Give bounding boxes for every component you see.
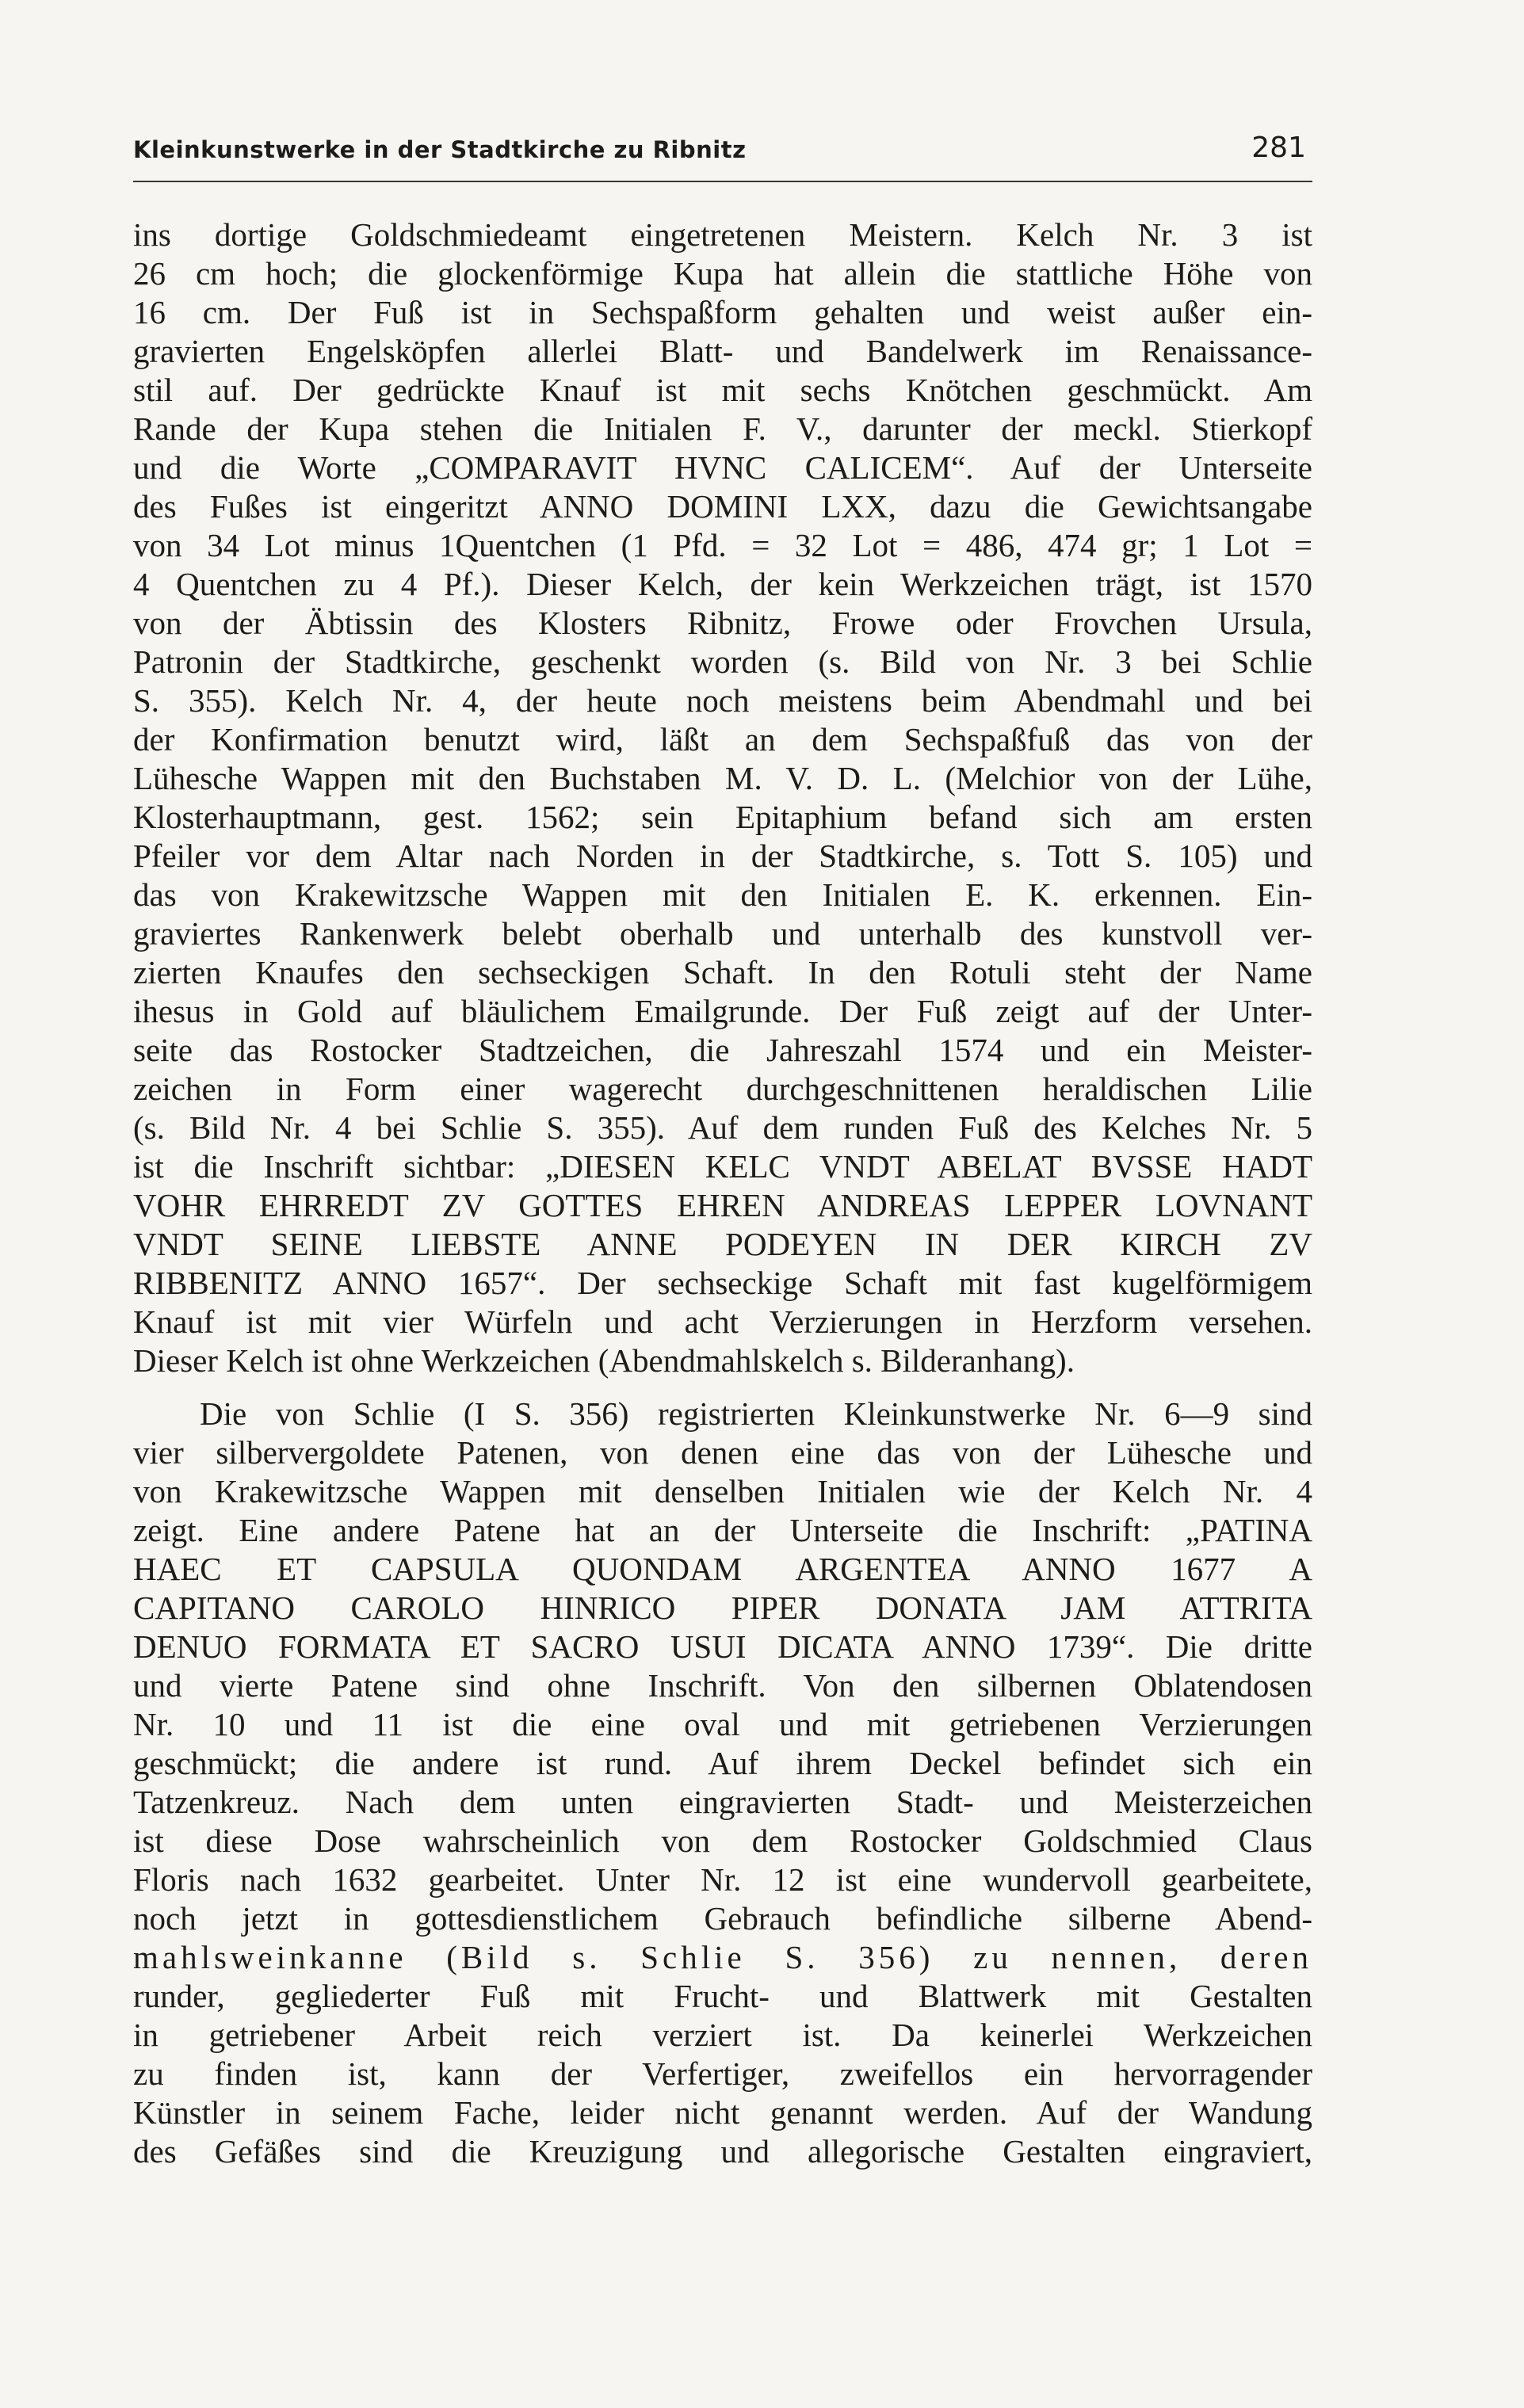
text-line: Künstler in seinem Fache, leider nicht genannt werden. Auf der Wandung <box>133 2094 1312 2131</box>
text-line: CAPITANO CAROLO HINRICO PIPER DONATA JAM ATTRITA <box>133 1589 1312 1626</box>
text-line: Dieser Kelch ist ohne Werkzeichen (Abendmahlskelch s. Bilderanhang). <box>133 1342 1075 1379</box>
text-line: ist die Inschrift sichtbar: „DIESEN KELC VNDT ABELAT BVSSE HADT <box>133 1148 1312 1185</box>
text-line: Knauf ist mit vier Würfeln und acht Verzierungen in Herzform versehen. <box>133 1303 1312 1340</box>
text-line: seite das Rostocker Stadtzeichen, die Jahreszahl 1574 und ein Meister- <box>133 1032 1312 1068</box>
paragraph-1 <box>133 216 1312 1380</box>
text-line: Rande der Kupa stehen die Initialen F. V., darunter der meckl. Stierkopf <box>133 410 1312 447</box>
text-line: zeigt. Eine andere Patene hat an der Unterseite die Inschrift: „PATINA <box>133 1512 1312 1548</box>
body-text <box>133 216 1312 2171</box>
text-line: und die Worte „COMPARAVIT HVNC CALICEM“. Auf der Unterseite <box>133 449 1312 486</box>
text-line: Patronin der Stadtkirche, geschenkt worden (s. Bild von Nr. 3 bei Schlie <box>133 643 1312 680</box>
text-line: von der Äbtissin des Klosters Ribnitz, Frowe oder Frovchen Ursula, <box>133 605 1312 641</box>
text-line: ihesus in Gold auf bläulichem Emailgrunde. Der Fuß zeigt auf der Unter- <box>133 993 1312 1029</box>
text-line: und vierte Patene sind ohne Inschrift. Von den silbernen Oblatendosen <box>133 1667 1312 1704</box>
text-line: graviertes Rankenwerk belebt oberhalb und unterhalb des kunstvoll ver- <box>133 915 1312 952</box>
text-line: RIBBENITZ ANNO 1657“. Der sechseckige Schaft mit fast kugelförmigem <box>133 1265 1312 1301</box>
text-line: gravierten Engelsköpfen allerlei Blatt- und Bandelwerk im Renaissance- <box>133 333 1312 369</box>
text-line: (s. Bild Nr. 4 bei Schlie S. 355). Auf dem runden Fuß des Kelches Nr. 5 <box>133 1109 1312 1146</box>
text-line: Pfeiler vor dem Altar nach Norden in der Stadtkirche, s. Tott S. 105) und <box>133 838 1312 874</box>
text-line: in getriebener Arbeit reich verziert ist. Da keinerlei Werkzeichen <box>133 2017 1312 2053</box>
text-line: zeichen in Form einer wagerecht durchgeschnittenen heraldischen Lilie <box>133 1070 1312 1107</box>
text-line: Floris nach 1632 gearbeitet. Unter Nr. 12 ist eine wundervoll gearbeitete, <box>133 1861 1312 1898</box>
text-line: 4 Quentchen zu 4 Pf.). Dieser Kelch, der kein Werkzeichen trägt, ist 1570 <box>133 566 1312 602</box>
page-number: 281 <box>1251 132 1306 164</box>
text-line: ist diese Dose wahrscheinlich von dem Rostocker Goldschmied Claus <box>133 1822 1312 1859</box>
text-line: S. 355). Kelch Nr. 4, der heute noch meistens beim Abendmahl und bei <box>133 682 1312 719</box>
running-title: Kleinkunstwerke in der Stadtkirche zu Ribnitz <box>133 136 747 163</box>
paragraph-gap <box>133 1380 1312 1395</box>
text-line: geschmückt; die andere ist rund. Auf ihrem Deckel befindet sich ein <box>133 1745 1312 1781</box>
text-line: von 34 Lot minus 1Quentchen (1 Pfd. = 32 Lot = 486, 474 gr; 1 Lot = <box>133 527 1312 563</box>
text-line: Lühesche Wappen mit den Buchstaben M. V. D. L. (Melchior von der Lühe, <box>133 760 1312 796</box>
text-line: Tatzenkreuz. Nach dem unten eingravierten Stadt- und Meisterzeichen <box>133 1784 1312 1820</box>
text-line: 26 cm hoch; die glockenförmige Kupa hat allein die stattliche Höhe von <box>133 255 1312 292</box>
text-line: 16 cm. Der Fuß ist in Sechspaßform gehalten und weist außer ein- <box>133 294 1312 330</box>
text-line: runder, gegliederter Fuß mit Frucht- und Blattwerk mit Gestalten <box>133 1978 1312 2014</box>
text-line: der Konfirmation benutzt wird, läßt an dem Sechspaßfuß das von der <box>133 721 1312 758</box>
text-line: vier silbervergoldete Patenen, von denen eine das von der Lühesche und <box>133 1434 1312 1471</box>
text-line: noch jetzt in gottesdienstlichem Gebrauch befindliche silberne Abend- <box>133 1900 1312 1937</box>
text-line: das von Krakewitzsche Wappen mit den Initialen E. K. erkennen. Ein- <box>133 876 1312 913</box>
text-line: DENUO FORMATA ET SACRO USUI DICATA ANNO 1739“. Die dritte <box>133 1628 1312 1665</box>
paragraph-2 <box>133 1395 1312 2171</box>
text-line: VNDT SEINE LIEBSTE ANNE PODEYEN IN DER KIRCH ZV <box>133 1226 1312 1262</box>
text-line: zu finden ist, kann der Verfertiger, zweifellos ein hervorragender <box>133 2055 1312 2092</box>
header-rule <box>133 181 1312 182</box>
text-line: des Gefäßes sind die Kreuzigung und allegorische Gestalten eingraviert, <box>133 2133 1312 2169</box>
text-line: stil auf. Der gedrückte Knauf ist mit sechs Knötchen geschmückt. Am <box>133 372 1312 408</box>
text-line: Die von Schlie (I S. 356) registrierten Kleinkunstwerke Nr. 6—9 sind <box>200 1395 1312 1432</box>
text-line: von Krakewitzsche Wappen mit denselben Initialen wie der Kelch Nr. 4 <box>133 1473 1312 1509</box>
text-line: HAEC ET CAPSULA QUONDAM ARGENTEA ANNO 1677 A <box>133 1551 1312 1587</box>
text-line: Nr. 10 und 11 ist die eine oval und mit getriebenen Verzierungen <box>133 1706 1312 1742</box>
text-line: mahlsweinkanne (Bild s. Schlie S. 356) zu nennen, deren <box>133 1939 1312 1975</box>
text-line: des Fußes ist eingeritzt ANNO DOMINI LXX, dazu die Gewichtsangabe <box>133 488 1312 525</box>
text-line: zierten Knaufes den sechseckigen Schaft. In den Rotuli steht der Name <box>133 954 1312 990</box>
text-line: ins dortige Goldschmiedeamt eingetretenen Meistern. Kelch Nr. 3 ist <box>133 216 1312 253</box>
text-line: VOHR EHRREDT ZV GOTTES EHREN ANDREAS LEPPER LOVNANT <box>133 1187 1312 1223</box>
text-line: Klosterhauptmann, gest. 1562; sein Epitaphium befand sich am ersten <box>133 799 1312 835</box>
